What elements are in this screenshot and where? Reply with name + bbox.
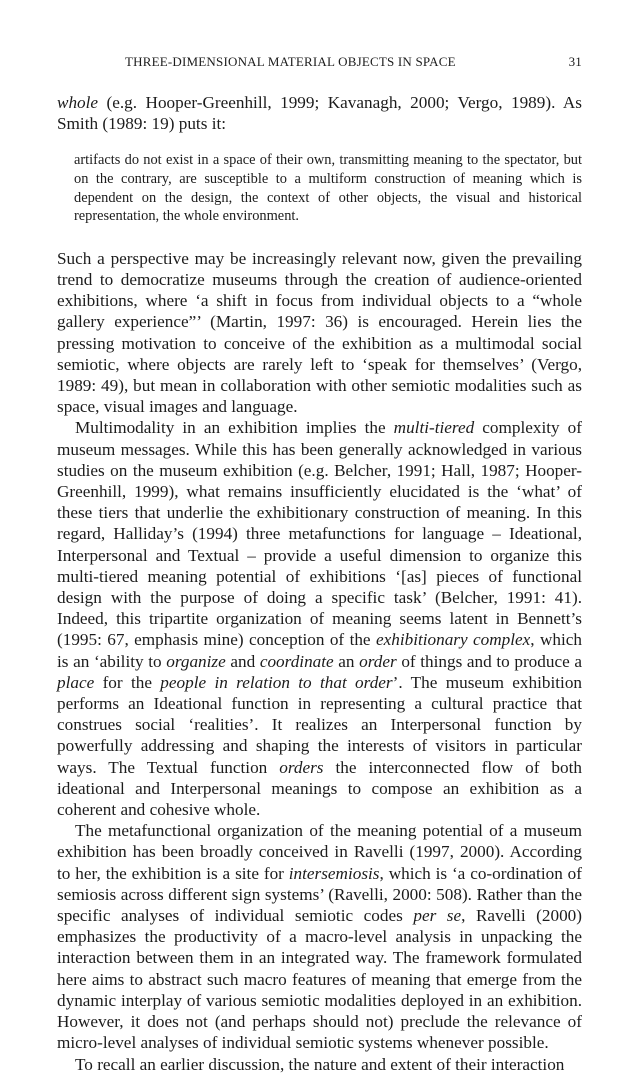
- paragraph-text: complexity of museum messages. While this has been generally acknowledged in various studies on the museum exhibition (e.g. Belcher, 1991; Hall, 1987; Hooper-Greenhill, 1999), what remains insufficiently elucidated is the ‘what’ of these tiers that underlie the exhibitionary construction of meaning. In this regard, Halliday’s (1994) three metafunctions for language – Ideational, Interpersonal and Textual – provide a useful dimension to organize this multi-tiered meaning potential of exhibitions ‘[as] pieces of functional design with the purpose of doing a specific task’ (Belcher, 1991: 41). Indeed, this tripartite organization of meaning seems latent in Bennett’s (1995: 67, emphasis mine) conception of the: [57, 418, 582, 650]
- paragraph-text: (e.g. Hooper-Greenhill, 1999; Kavanagh, 2000; Vergo, 1989). As Smith (1989: 19) puts it:: [57, 93, 582, 134]
- running-title: THREE-DIMENSIONAL MATERIAL OBJECTS IN SPACE: [125, 54, 456, 69]
- paragraph-5: To recall an earlier discussion, the nature and extent of their interaction: [75, 1054, 565, 1074]
- paragraph-text: The metafunctional organization of the meaning potential of a museum exhibition has been broadly conceived in Ravelli (1997, 2000). According to her, the exhibition is a site for: [57, 821, 582, 883]
- paragraph-text: of things and to produce a: [396, 651, 582, 671]
- italic-text: coordinate: [259, 651, 334, 671]
- italic-text: intersemiosis: [288, 863, 380, 883]
- italic-text: order: [359, 651, 397, 671]
- paragraph-3: [57, 417, 582, 820]
- paragraph-text: an: [333, 651, 360, 671]
- block-quote: artifacts do not exist in a space of their own, transmitting meaning to the spectator, but on the contrary, are susceptible to a multiform construction of meaning which is dependent on the design, the context of other objects, the visual and historical representation, the whole environment.: [74, 152, 582, 225]
- paragraph-text: , which is ‘a co-ordination of semiosis across different sign systems’ (Ravelli, 2000: 508). Rather than the specific analyses of individual semiotic codes: [57, 863, 582, 926]
- italic-text: place: [57, 672, 95, 692]
- paragraph-1: [57, 92, 582, 134]
- italic-text: orders: [279, 757, 324, 777]
- italic-text: organize: [166, 651, 226, 671]
- italic-text: exhibitionary complex: [375, 630, 531, 650]
- paragraph-text: and: [225, 651, 260, 671]
- running-header: [57, 54, 582, 76]
- italic-text: per se: [413, 906, 462, 926]
- paragraph-text: for the: [94, 672, 161, 692]
- paragraph-4: [57, 820, 582, 1053]
- paragraph-text: Multimodality in an exhibition implies the: [75, 418, 394, 438]
- italic-text: whole: [57, 93, 99, 112]
- paragraph-text: , Ravelli (2000) emphasizes the productivity of a macro-level analysis in unpacking the interaction between them in an integrated way. The framework formulated here aims to abstract such macro features of meaning that emerge from the dynamic interplay of various semiotic modalities deployed in an exhibition. However, it does not (and perhaps should not) preclude the relevance of micro-level analyses of individual semiotic systems whenever possible.: [57, 906, 582, 1053]
- italic-text: people in relation to that order: [160, 672, 393, 692]
- paragraph-text: , which is an ‘ability to: [57, 630, 582, 671]
- paragraph-text: ’. The museum exhibition performs an Ideational function in representing a cultural practice that construes social ‘realities’. It realizes an Interpersonal function by powerfully addressing and shaping the interests of visitors in particular ways. The Textual function: [57, 672, 583, 777]
- page-number: 31: [568, 54, 582, 69]
- paragraph-2: Such a perspective may be increasingly relevant now, given the prevailing trend to democratize museums through the creation of audience-oriented exhibitions, where ‘a shift in focus from individual objects to a “whole gallery experience”’ (Martin, 1997: 36) is encouraged. Herein lies the pressing motivation to conceive of the exhibition as a multimodal social semiotic, where objects are rarely left to ‘speak for themselves’ (Vergo, 1989: 49), but mean in collaboration with other semiotic modalities such as space, visual images and language.: [57, 248, 582, 417]
- paragraph-text: the interconnected flow of both ideational and Interpersonal meanings to compose an exhibition as a coherent and cohesive whole.: [57, 757, 582, 820]
- italic-text: multi-tiered: [393, 418, 475, 438]
